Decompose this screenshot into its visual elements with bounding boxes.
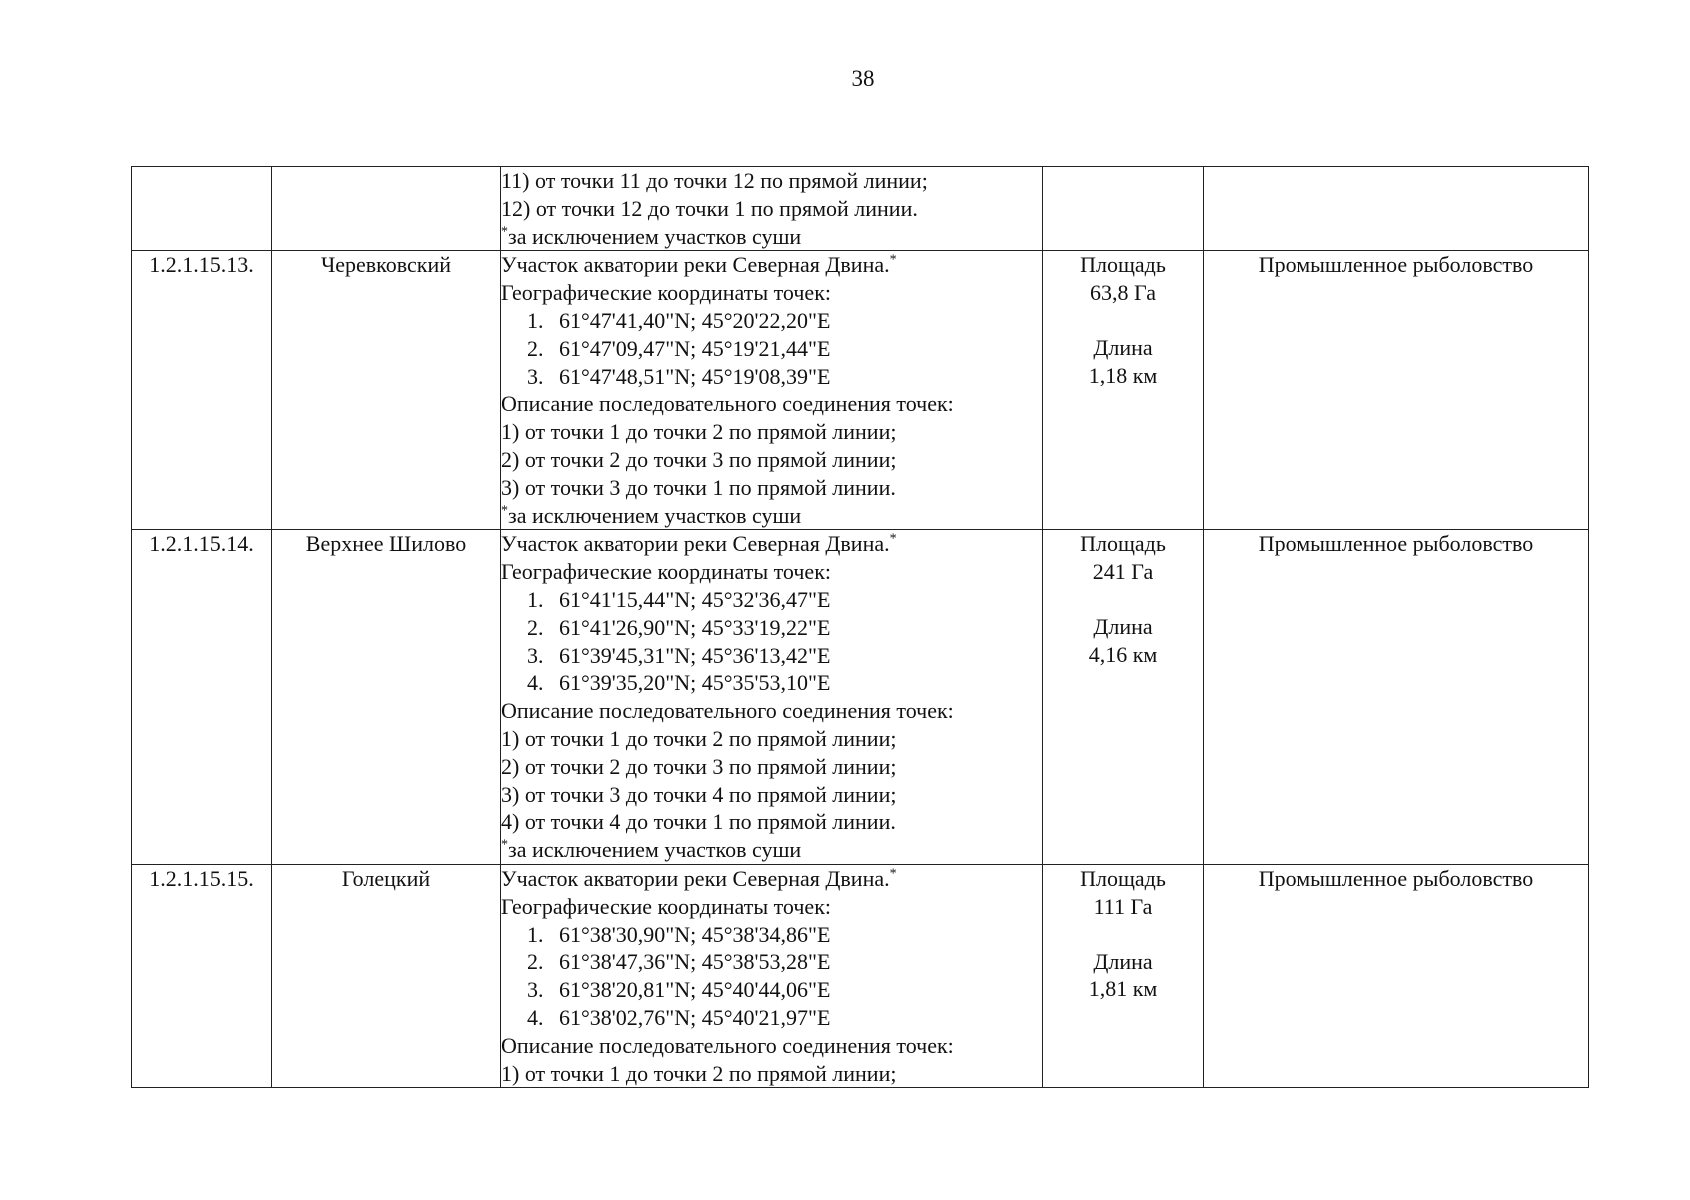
coordinate-number: 4. [527, 670, 544, 696]
footnote-mark: * [501, 224, 508, 240]
coordinate-value: 61°47'41,40"N; 45°20'22,20"E [559, 307, 831, 333]
connection-line: 12) от точки 12 до точки 1 по прямой линии. [501, 195, 918, 221]
measure-spacer [1043, 921, 1203, 948]
connection-heading: Описание последовательного соединения точек: [501, 391, 954, 417]
description-cell [501, 864, 1043, 1087]
coordinate-number: 3. [527, 977, 544, 1003]
coordinate-number: 1. [527, 921, 544, 947]
footnote-mark: * [889, 532, 897, 548]
footnote-text: за исключением участков суши [508, 502, 802, 528]
length-label: Длина [1093, 948, 1153, 974]
measure-spacer [1043, 307, 1203, 334]
coordinate-value: 61°38'02,76"N; 45°40'21,97"E [559, 1004, 831, 1030]
coordinate-value: 61°47'09,47"N; 45°19'21,44"E [559, 335, 831, 361]
connection-line: 1) от точки 1 до точки 2 по прямой линии; [501, 419, 897, 445]
name-cell: Верхнее Шилово [272, 530, 501, 865]
coordinate-value: 61°38'47,36"N; 45°38'53,28"E [559, 949, 831, 975]
connection-line: 3) от точки 3 до точки 1 по прямой линии. [501, 474, 896, 500]
connection-line: 2) от точки 2 до точки 3 по прямой линии; [501, 446, 897, 472]
coordinate-item [501, 921, 1042, 949]
footnote-line [501, 502, 1042, 530]
area-title [501, 865, 1042, 893]
num-cell [132, 167, 272, 251]
connection-line: 1) от точки 1 до точки 2 по прямой линии; [501, 1060, 897, 1086]
coordinate-item [501, 363, 1042, 391]
coordinate-value: 61°39'45,31"N; 45°36'13,42"E [559, 642, 831, 668]
length-value: 1,18 км [1088, 362, 1158, 388]
coordinate-item [501, 669, 1042, 697]
name-cell [272, 167, 501, 251]
coordinate-value: 61°38'20,81"N; 45°40'44,06"E [559, 977, 831, 1003]
table-row [132, 251, 1589, 530]
connection-heading: Описание последовательного соединения точек: [501, 1032, 954, 1058]
coordinate-number: 3. [527, 642, 544, 668]
connection-line: 11) от точки 11 до точки 12 по прямой линии; [501, 168, 928, 193]
measure-cell [1043, 167, 1204, 251]
area-label: Площадь [1080, 531, 1166, 557]
use-cell [1204, 167, 1589, 251]
num-cell: 1.2.1.15.14. [132, 530, 272, 865]
footnote-text: за исключением участков суши [508, 223, 802, 249]
coordinate-item [501, 948, 1042, 976]
num-cell: 1.2.1.15.15. [132, 864, 272, 1087]
area-value: 63,8 Га [1090, 280, 1156, 306]
use-cell: Промышленное рыболовство [1204, 864, 1589, 1087]
description-cell [501, 167, 1043, 251]
length-value: 1,81 км [1088, 976, 1158, 1002]
coordinate-value: 61°38'30,90"N; 45°38'34,86"E [559, 921, 831, 947]
measure-spacer [1043, 586, 1203, 613]
area-title [501, 530, 1042, 558]
coordinate-item [501, 307, 1042, 335]
footnote-line [501, 223, 1042, 251]
footnote-mark: * [501, 837, 508, 853]
coordinate-number: 3. [527, 363, 544, 389]
coordinate-value: 61°41'26,90"N; 45°33'19,22"E [559, 614, 831, 640]
coordinate-number: 1. [527, 307, 544, 333]
coordinate-value: 61°39'35,20"N; 45°35'53,10"E [559, 670, 831, 696]
use-cell: Промышленное рыболовство [1204, 530, 1589, 865]
coordinate-item [501, 335, 1042, 363]
coordinate-number: 2. [527, 949, 544, 975]
description-cell [501, 251, 1043, 530]
connection-line: 3) от точки 3 до точки 4 по прямой линии; [501, 781, 897, 807]
coordinate-number: 4. [527, 1004, 544, 1030]
length-value: 4,16 км [1088, 641, 1158, 667]
coordinate-number: 1. [527, 586, 544, 612]
coordinate-number: 2. [527, 335, 544, 361]
coordinate-item [501, 642, 1042, 670]
measure-cell [1043, 530, 1204, 865]
area-label: Площадь [1080, 865, 1166, 891]
area-title [501, 251, 1042, 279]
coords-heading: Географические координаты точек: [501, 280, 831, 306]
footnote-mark: * [501, 503, 508, 519]
coordinate-value: 61°41'15,44"N; 45°32'36,47"E [559, 586, 831, 612]
coordinate-number: 2. [527, 614, 544, 640]
connection-heading: Описание последовательного соединения точек: [501, 698, 954, 724]
footnote-mark: * [889, 253, 897, 269]
name-cell: Черевковский [272, 251, 501, 530]
area-value: 111 Га [1093, 893, 1153, 919]
coords-heading: Географические координаты точек: [501, 559, 831, 585]
use-cell: Промышленное рыболовство [1204, 251, 1589, 530]
length-label: Длина [1093, 334, 1153, 360]
connection-line: 2) от точки 2 до точки 3 по прямой линии; [501, 753, 897, 779]
table-row [132, 530, 1589, 865]
coordinate-item [501, 586, 1042, 614]
table-row [132, 864, 1589, 1087]
footnote-line [501, 836, 1042, 864]
description-cell [501, 530, 1043, 865]
measure-cell [1043, 864, 1204, 1087]
connection-line: 4) от точки 4 до точки 1 по прямой линии. [501, 809, 896, 835]
fishing-areas-table [131, 166, 1589, 1088]
area-title-text: Участок акватории реки Северная Двина. [501, 252, 890, 278]
coordinate-value: 61°47'48,51"N; 45°19'08,39"E [559, 363, 831, 389]
footnote-text: за исключением участков суши [508, 837, 802, 863]
coordinate-item [501, 1004, 1042, 1032]
area-label: Площадь [1080, 252, 1166, 278]
area-value: 241 Га [1092, 559, 1154, 585]
measure-cell [1043, 251, 1204, 530]
coordinate-item [501, 976, 1042, 1004]
coords-heading: Географические координаты точек: [501, 893, 831, 919]
continuation-row [132, 167, 1589, 251]
area-title-text: Участок акватории реки Северная Двина. [501, 865, 890, 891]
footnote-mark: * [889, 866, 897, 882]
page-number: 38 [851, 66, 875, 91]
coordinate-item [501, 614, 1042, 642]
length-label: Длина [1093, 613, 1153, 639]
connection-line: 1) от точки 1 до точки 2 по прямой линии; [501, 725, 897, 751]
area-title-text: Участок акватории реки Северная Двина. [501, 531, 890, 557]
num-cell: 1.2.1.15.13. [132, 251, 272, 530]
name-cell: Голецкий [272, 864, 501, 1087]
